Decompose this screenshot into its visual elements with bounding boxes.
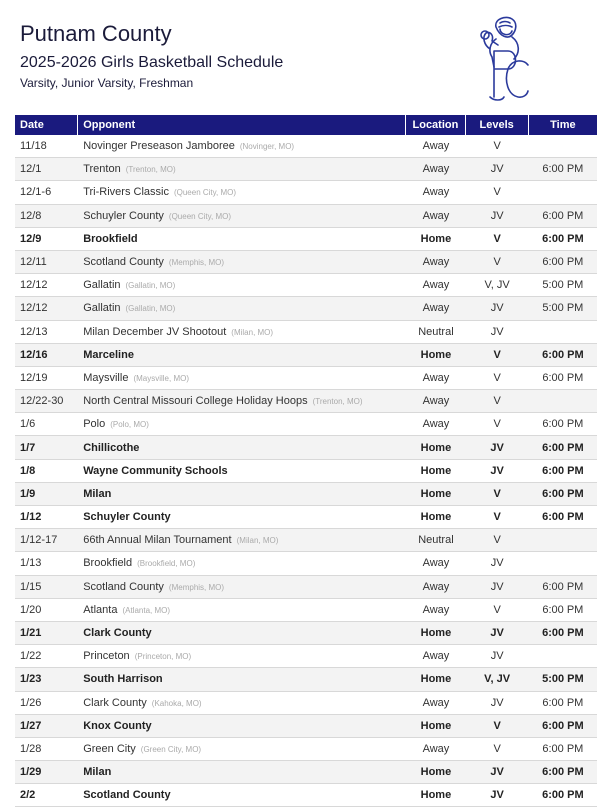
location-cell: Away [406, 692, 465, 715]
time-cell: 5:00 PM [529, 297, 597, 320]
levels-cell: V [466, 135, 529, 158]
column-header-levels: Levels [466, 115, 529, 135]
opponent-place: (Green City, MO) [140, 744, 202, 754]
table-row [15, 274, 597, 297]
date-cell: 1/26 [15, 692, 78, 715]
opponent-place: (Milan, MO) [236, 536, 279, 546]
table-row [15, 738, 597, 761]
opponent-cell [78, 738, 406, 761]
time-cell: 6:00 PM [529, 761, 597, 784]
opponent-cell [78, 668, 406, 691]
opponent-name: Milan [83, 766, 112, 779]
date-cell: 1/13 [15, 552, 78, 575]
time-cell: 6:00 PM [529, 622, 597, 645]
table-row [15, 460, 597, 483]
location-cell: Away [406, 738, 465, 761]
time-cell [529, 645, 597, 668]
location-cell: Home [406, 622, 465, 645]
opponent-cell [78, 460, 406, 483]
levels-cell: V [466, 483, 529, 506]
opponent-place: (Queen City, MO) [173, 188, 237, 198]
levels-cell: JV [466, 784, 529, 807]
location-cell: Home [406, 344, 465, 367]
levels-cell: V [466, 715, 529, 738]
time-cell: 6:00 PM [529, 436, 597, 459]
location-cell: Home [406, 715, 465, 738]
opponent-name: Tri-Rivers Classic [83, 186, 169, 199]
opponent-name: Milan [83, 487, 112, 500]
table-row [15, 552, 597, 575]
levels-cell: V [466, 367, 529, 390]
time-cell: 6:00 PM [529, 367, 597, 390]
date-cell: 1/27 [15, 715, 78, 738]
time-cell: 6:00 PM [529, 599, 597, 622]
table-row [15, 297, 597, 320]
opponent-name: Wayne Community Schools [83, 464, 228, 477]
time-cell: 6:00 PM [529, 158, 597, 181]
location-cell: Home [406, 483, 465, 506]
table-row [15, 205, 597, 228]
opponent-place: (Queen City, MO) [168, 211, 232, 221]
opponent-name: Marceline [83, 348, 134, 361]
location-cell: Away [406, 251, 465, 274]
table-row [15, 344, 597, 367]
opponent-cell [78, 367, 406, 390]
location-cell: Away [406, 576, 465, 599]
opponent-cell [78, 529, 406, 552]
location-cell: Home [406, 668, 465, 691]
date-cell: 1/12 [15, 506, 78, 529]
location-cell: Neutral [406, 529, 465, 552]
table-row [15, 692, 597, 715]
column-header-location: Location [406, 115, 465, 135]
levels-cell: JV [466, 576, 529, 599]
table-row [15, 506, 597, 529]
date-cell: 1/9 [15, 483, 78, 506]
opponent-name: Clark County [83, 627, 152, 640]
opponent-name: Maysville [83, 371, 129, 384]
levels-cell: V [466, 390, 529, 413]
levels-cell: JV [466, 460, 529, 483]
time-cell [529, 552, 597, 575]
location-cell: Home [406, 460, 465, 483]
opponent-place: (Gallatin, MO) [125, 281, 176, 291]
opponent-name: Schuyler County [83, 209, 164, 222]
opponent-name: Gallatin [83, 279, 121, 292]
opponent-cell [78, 552, 406, 575]
opponent-place: (Brookfield, MO) [137, 559, 196, 569]
date-cell: 12/1 [15, 158, 78, 181]
date-cell: 12/19 [15, 367, 78, 390]
schedule-header [20, 20, 283, 90]
date-cell: 12/11 [15, 251, 78, 274]
opponent-name: North Central Missouri College Holiday Hoops [83, 395, 308, 408]
table-row [15, 599, 597, 622]
time-cell: 6:00 PM [529, 692, 597, 715]
location-cell: Away [406, 297, 465, 320]
opponent-name: Trenton [83, 163, 121, 176]
levels-cell: V [466, 738, 529, 761]
levels-cell: V [466, 599, 529, 622]
opponent-name: Knox County [83, 719, 152, 732]
opponent-cell [78, 390, 406, 413]
levels-cell: V, JV [466, 274, 529, 297]
levels-cell: JV [466, 321, 529, 344]
date-cell: 12/9 [15, 228, 78, 251]
opponent-place: (Gallatin, MO) [125, 304, 176, 314]
location-cell: Home [406, 784, 465, 807]
levels-cell: JV [466, 205, 529, 228]
time-cell [529, 135, 597, 158]
opponent-place: (Trenton, MO) [312, 397, 363, 407]
levels-cell: JV [466, 622, 529, 645]
levels-cell: JV [466, 158, 529, 181]
table-row [15, 251, 597, 274]
opponent-place: (Memphis, MO) [168, 582, 225, 592]
page-title: Putnam County [20, 21, 172, 46]
table-header-row [15, 115, 597, 135]
opponent-name: Schuyler County [83, 511, 171, 524]
opponent-cell [78, 483, 406, 506]
time-cell: 6:00 PM [529, 228, 597, 251]
schedule-rows [15, 135, 597, 807]
table-row [15, 228, 597, 251]
location-cell: Home [406, 436, 465, 459]
opponent-name: Clark County [83, 696, 147, 709]
opponent-cell [78, 715, 406, 738]
opponent-cell [78, 344, 406, 367]
opponent-name: South Harrison [83, 673, 163, 686]
location-cell: Home [406, 761, 465, 784]
opponent-cell [78, 506, 406, 529]
table-row [15, 668, 597, 691]
time-cell: 6:00 PM [529, 576, 597, 599]
date-cell: 1/12-17 [15, 529, 78, 552]
opponent-name: Milan December JV Shootout [83, 325, 227, 338]
opponent-place: (Novinger, MO) [239, 142, 295, 152]
table-row [15, 761, 597, 784]
time-cell: 6:00 PM [529, 344, 597, 367]
table-row [15, 715, 597, 738]
location-cell: Away [406, 158, 465, 181]
levels-cell: V, JV [466, 668, 529, 691]
location-cell: Away [406, 274, 465, 297]
opponent-cell [78, 297, 406, 320]
time-cell: 6:00 PM [529, 506, 597, 529]
opponent-place: (Milan, MO) [231, 327, 274, 337]
date-cell: 12/12 [15, 297, 78, 320]
levels-cell: JV [466, 436, 529, 459]
levels-cell: JV [466, 297, 529, 320]
opponent-place: (Memphis, MO) [168, 258, 225, 268]
location-cell: Away [406, 181, 465, 204]
time-cell: 5:00 PM [529, 668, 597, 691]
table-row [15, 390, 597, 413]
opponent-name: Polo [83, 418, 106, 431]
opponent-cell [78, 135, 406, 158]
column-header-time: Time [529, 115, 597, 135]
location-cell: Away [406, 367, 465, 390]
opponent-name: Princeton [83, 650, 130, 663]
levels-cell: JV [466, 692, 529, 715]
date-cell: 1/21 [15, 622, 78, 645]
opponent-cell [78, 761, 406, 784]
levels-cell: JV [466, 645, 529, 668]
opponent-cell [78, 158, 406, 181]
date-cell: 2/2 [15, 784, 78, 807]
date-cell: 12/13 [15, 321, 78, 344]
table-row [15, 529, 597, 552]
date-cell: 1/20 [15, 599, 78, 622]
opponent-name: Chillicothe [83, 441, 140, 454]
table-row [15, 135, 597, 158]
date-cell: 1/22 [15, 645, 78, 668]
opponent-place: (Polo, MO) [110, 420, 149, 430]
levels-cell: V [466, 529, 529, 552]
table-row [15, 367, 597, 390]
date-cell: 11/18 [15, 135, 78, 158]
location-cell: Away [406, 552, 465, 575]
opponent-place: (Kahoka, MO) [151, 698, 202, 708]
schedule-table [15, 115, 597, 807]
table-row [15, 576, 597, 599]
opponent-place: (Trenton, MO) [125, 165, 176, 175]
time-cell: 6:00 PM [529, 784, 597, 807]
table-row [15, 158, 597, 181]
column-header-opponent: Opponent [78, 115, 406, 135]
page-subtitle: 2025-2026 Girls Basketball Schedule [20, 54, 284, 71]
time-cell: 6:00 PM [529, 413, 597, 436]
opponent-name: Gallatin [83, 302, 121, 315]
date-cell: 1/15 [15, 576, 78, 599]
opponent-name: Brookfield [83, 557, 133, 570]
time-cell: 6:00 PM [529, 738, 597, 761]
opponent-cell [78, 692, 406, 715]
time-cell: 5:00 PM [529, 274, 597, 297]
column-header-date: Date [15, 115, 78, 135]
time-cell: 6:00 PM [529, 460, 597, 483]
table-row [15, 645, 597, 668]
date-cell: 12/22-30 [15, 390, 78, 413]
opponent-cell [78, 622, 406, 645]
opponent-name: Green City [83, 742, 136, 755]
date-cell: 12/1-6 [15, 181, 78, 204]
location-cell: Away [406, 135, 465, 158]
opponent-name: Scotland County [83, 256, 164, 269]
location-cell: Away [406, 599, 465, 622]
table-row [15, 181, 597, 204]
opponent-cell [78, 181, 406, 204]
opponent-name: Novinger Preseason Jamboree [83, 140, 235, 153]
location-cell: Away [406, 390, 465, 413]
opponent-name: Brookfield [83, 232, 138, 245]
opponent-place: (Maysville, MO) [133, 373, 189, 383]
table-row [15, 321, 597, 344]
location-cell: Home [406, 506, 465, 529]
time-cell [529, 181, 597, 204]
table-row [15, 436, 597, 459]
time-cell: 6:00 PM [529, 715, 597, 738]
table-row [15, 483, 597, 506]
table-row [15, 413, 597, 436]
date-cell: 12/12 [15, 274, 78, 297]
opponent-cell [78, 576, 406, 599]
levels-description: Varsity, Junior Varsity, Freshman [20, 76, 194, 90]
opponent-place: (Princeton, MO) [134, 652, 192, 662]
opponent-cell [78, 413, 406, 436]
levels-cell: V [466, 506, 529, 529]
location-cell: Neutral [406, 321, 465, 344]
levels-cell: V [466, 344, 529, 367]
time-cell [529, 390, 597, 413]
opponent-cell [78, 228, 406, 251]
location-cell: Home [406, 228, 465, 251]
location-cell: Away [406, 645, 465, 668]
opponent-place: (Atlanta, MO) [122, 605, 171, 615]
levels-cell: V [466, 413, 529, 436]
opponent-cell [78, 436, 406, 459]
levels-cell: V [466, 251, 529, 274]
date-cell: 1/29 [15, 761, 78, 784]
opponent-name: Scotland County [83, 580, 164, 593]
opponent-cell [78, 274, 406, 297]
location-cell: Away [406, 205, 465, 228]
time-cell: 6:00 PM [529, 483, 597, 506]
date-cell: 12/8 [15, 205, 78, 228]
opponent-cell [78, 251, 406, 274]
date-cell: 1/28 [15, 738, 78, 761]
date-cell: 1/7 [15, 436, 78, 459]
table-row [15, 622, 597, 645]
opponent-name: Scotland County [83, 789, 171, 802]
pc-mascot-logo-icon [476, 15, 532, 103]
table-row [15, 784, 597, 807]
time-cell: 6:00 PM [529, 251, 597, 274]
location-cell: Away [406, 413, 465, 436]
levels-cell: JV [466, 761, 529, 784]
levels-cell: V [466, 181, 529, 204]
levels-cell: V [466, 228, 529, 251]
date-cell: 1/8 [15, 460, 78, 483]
time-cell: 6:00 PM [529, 205, 597, 228]
opponent-cell [78, 205, 406, 228]
date-cell: 1/6 [15, 413, 78, 436]
levels-cell: JV [466, 552, 529, 575]
opponent-cell [78, 321, 406, 344]
date-cell: 12/16 [15, 344, 78, 367]
opponent-name: Atlanta [83, 603, 118, 616]
time-cell [529, 529, 597, 552]
time-cell [529, 321, 597, 344]
opponent-name: 66th Annual Milan Tournament [83, 534, 232, 547]
opponent-cell [78, 784, 406, 807]
opponent-cell [78, 645, 406, 668]
opponent-cell [78, 599, 406, 622]
date-cell: 1/23 [15, 668, 78, 691]
